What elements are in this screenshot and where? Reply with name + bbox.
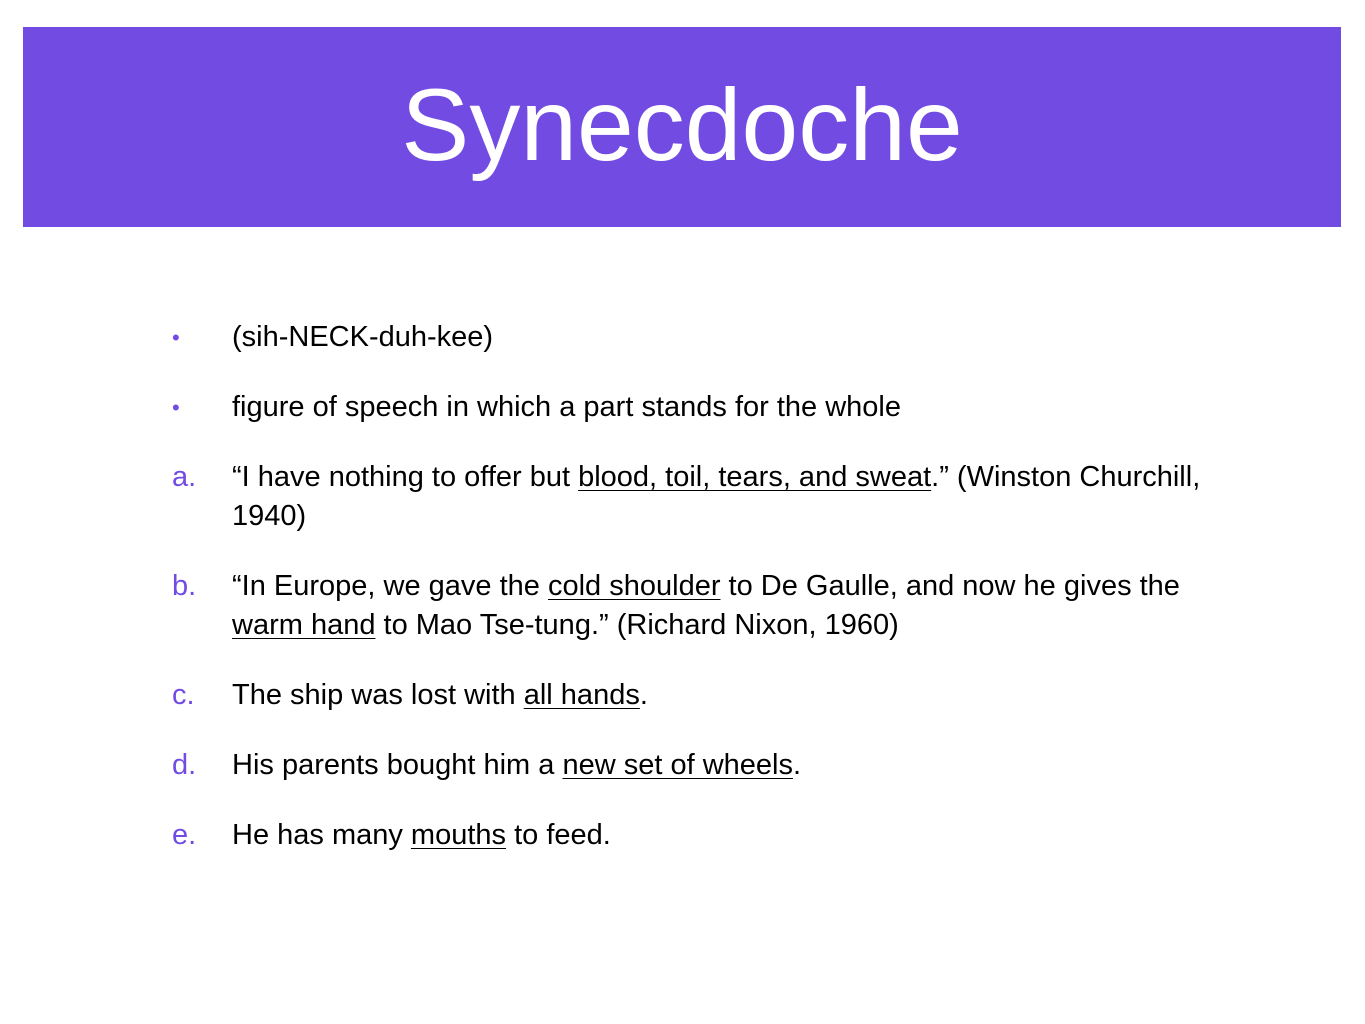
- example-item-b: [172, 567, 1252, 645]
- example-text: [232, 816, 1252, 855]
- slide-title: Synecdoche: [401, 68, 963, 182]
- example-text: [232, 567, 1252, 645]
- example-text-post: .: [639, 679, 648, 711]
- bullet-text: (sih-NECK-duh-kee): [232, 321, 494, 353]
- example-underlined-phrase: blood, toil, tears, and sweat: [578, 461, 932, 493]
- example-item-a: [172, 458, 1252, 536]
- slide-body: [172, 318, 1252, 886]
- example-text-post: .: [792, 749, 802, 781]
- example-text-post: to Mao Tse-tung.” (Richard Nixon, 1960): [375, 609, 899, 641]
- example-marker: b.: [172, 570, 197, 602]
- example-text-pre: He has many: [232, 819, 411, 851]
- example-text-pre: His parents bought him a: [232, 749, 563, 781]
- bullet-marker: •: [172, 325, 180, 350]
- example-text: [232, 746, 1252, 785]
- example-text-post: .” (Winston Churchill, 1940): [232, 461, 1201, 532]
- example-underlined-phrase: cold shoulder: [547, 570, 721, 602]
- example-marker: e.: [172, 819, 197, 851]
- bullet-item: [172, 388, 1252, 427]
- example-item-c: [172, 676, 1252, 715]
- bullet-text: figure of speech in which a part stands for the whole: [232, 391, 901, 423]
- example-text-pre: “In Europe, we gave the: [232, 570, 548, 602]
- example-text-post: to feed.: [506, 819, 611, 851]
- example-marker: a.: [172, 461, 197, 493]
- example-underlined-phrase: all hands: [523, 679, 640, 711]
- bullet-marker: •: [172, 395, 180, 420]
- example-underlined-phrase: new set of wheels: [562, 749, 793, 781]
- example-text-mid: to De Gaulle, and now he gives the: [720, 570, 1180, 602]
- bullet-item: [172, 318, 1252, 357]
- title-banner: [23, 27, 1341, 227]
- example-item-e: [172, 816, 1252, 855]
- example-marker: d.: [172, 749, 197, 781]
- example-item-d: [172, 746, 1252, 785]
- example-underlined-phrase: mouths: [410, 819, 507, 851]
- example-marker: c.: [172, 679, 195, 711]
- example-text: [232, 676, 1252, 715]
- example-underlined-phrase-2: warm hand: [232, 609, 376, 641]
- example-text-pre: The ship was lost with: [232, 679, 524, 711]
- example-text-pre: “I have nothing to offer but: [232, 461, 579, 493]
- example-text: [232, 458, 1252, 536]
